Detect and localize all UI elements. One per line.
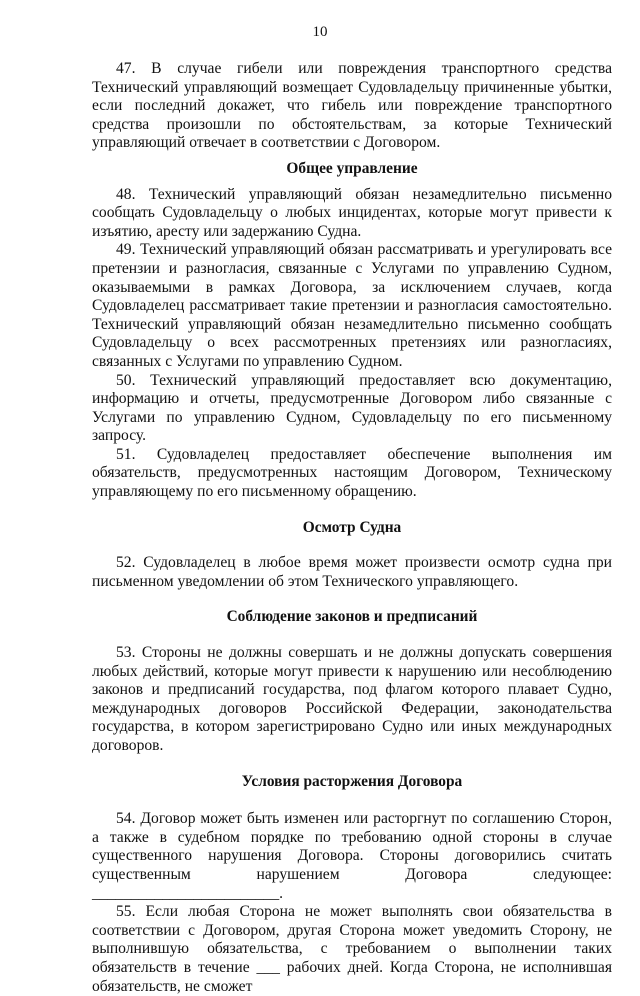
section-heading-general-management: Общее управление <box>286 159 418 177</box>
clause-53: 53. Стороны не должны совершать и не должны допускать совершения любых действий, которые могут привести к нарушению или несоблюдению законов и предписаний государства, под флагом которого плавает Судно, международных договоров Российской Федерации, законодательства государства, в котором зарегистрировано Судно или иных международных договоров. <box>92 644 612 754</box>
section-heading-vessel-inspection: Осмотр Судна <box>302 518 402 536</box>
document-body <box>92 60 612 996</box>
section-heading-compliance: Соблюдение законов и предписаний <box>226 608 478 626</box>
clause-49: 49. Технический управляющий обязан рассматривать и урегулировать все претензии и разногласия, связанные с Услугами по управлению Судном, оказываемыми в рамках Договора, за исключением случаев, когда Судовладелец рассматривает такие претензии и разногласия самостоятельно. Технический управляющий обязан незамедлительно письменно сообщать Судовладельцу о всех рассмотренных претензиях или разногласиях, связанных с Услугами по управлению Судном. <box>92 241 612 370</box>
clause-48: 48. Технический управляющий обязан незамедлительно письменно сообщать Судовладельцу о любых инцидентах, которые могут привести к изъятию, аресту или задержанию Судна. <box>92 185 612 240</box>
clause-47: 47. В случае гибели или повреждения транспортного средства Технический управляющий возмещает Судовладельцу причиненные убытки, если последний докажет, что гибель или повреждение транспортного средства произошли по обстоятельствам, за которые Технический управляющий отвечает в соответствии с Договором. <box>92 60 612 152</box>
section-heading-termination: Условия расторжения Договора <box>241 772 463 790</box>
clause-50: 50. Технический управляющий предоставляет всю документацию, информацию и отчеты, предусмотренные Договором либо связанные с Услугами по управлению Судном, Судовладельцу по его письменному запросу. <box>92 371 612 445</box>
clause-55: 55. Если любая Сторона не может выполнять свои обязательства в соответствии с Договором, другая Сторона может уведомить Сторону, не выполнившую обязательства, с требованием о выполнении таких обязательств в течение ___ рабочих дней. Когда Сторона, не исполнившая обязательств, не сможет <box>92 903 612 995</box>
page-number: 10 <box>312 24 328 40</box>
clause-52: 52. Судовладелец в любое время может произвести осмотр судна при письменном уведомлении об этом Технического управляющего. <box>92 554 612 590</box>
clause-54: 54. Договор может быть изменен или расторгнут по соглашению Сторон, а также в судебном порядке по требованию одной стороны в случае существенного нарушения Договора. Стороны договорились считать существенным нарушением Договора следующее: ________________________. <box>92 810 612 902</box>
clause-51: 51. Судовладелец предоставляет обеспечение выполнения им обязательств, предусмотренных настоящим Договором, Техническому управляющему по его письменному обращению. <box>92 445 612 501</box>
